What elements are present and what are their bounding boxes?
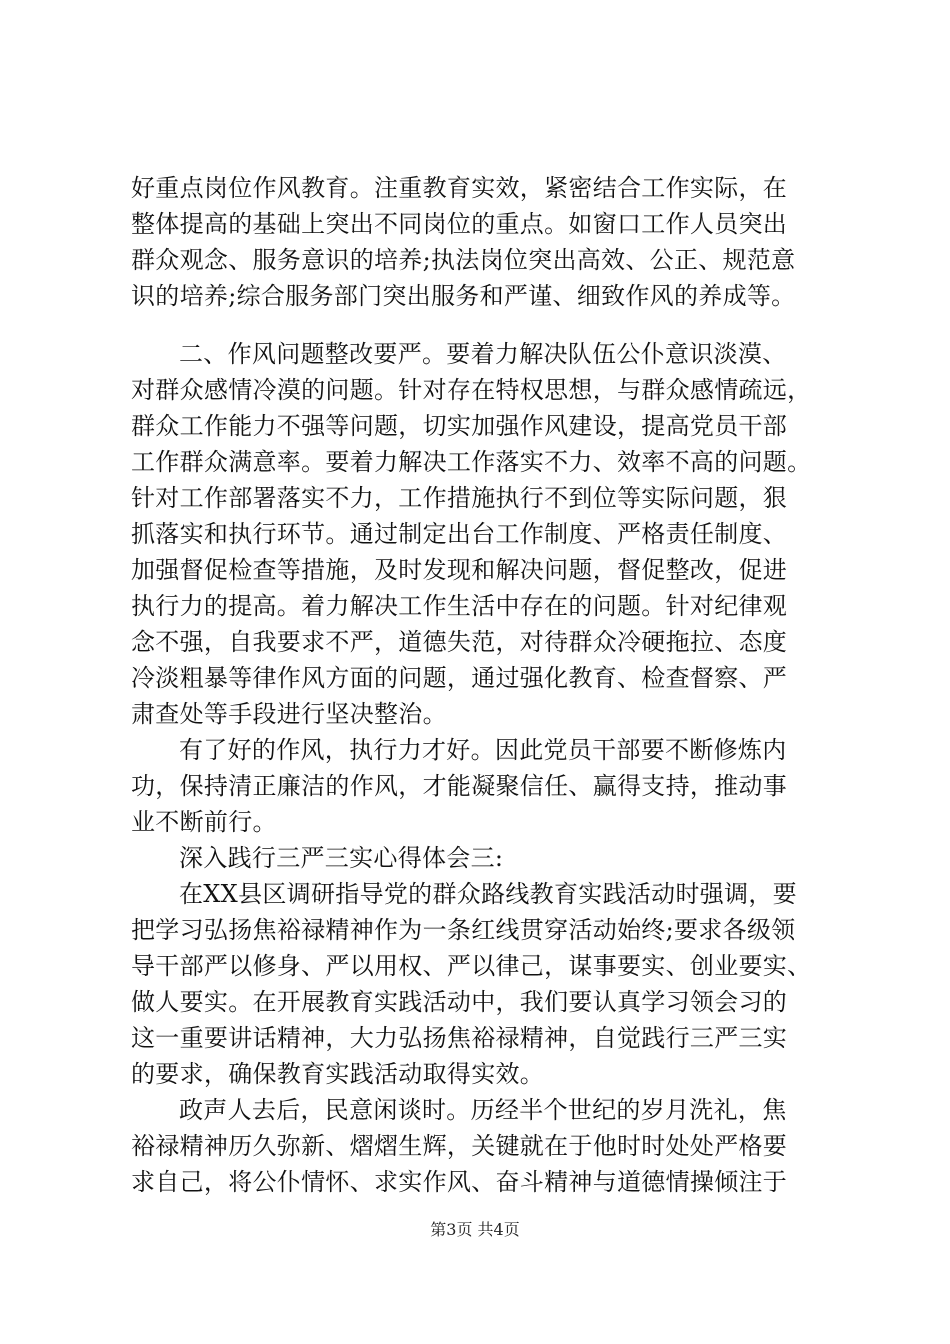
paragraph-2-line-7: 加强督促检查等措施，及时发现和解决问题，督促整改，促进 (131, 556, 788, 584)
paragraph-4-line-2: 把学习弘扬焦裕禄精神作为一条红线贯穿活动始终;要求各级领 (131, 916, 796, 944)
paragraph-4-line-4: 做人要实。在开展教育实践活动中，我们要认真学习领会习的 (131, 988, 788, 1016)
paragraph-5-line-3: 求自己，将公仆情怀、求实作风、奋斗精神与道德情操倾注于 (131, 1168, 788, 1196)
paragraph-2-line-9: 念不强，自我要求不严，道德失范，对待群众冷硬拖拉、态度 (131, 628, 788, 656)
paragraph-4-line-6: 的要求，确保教育实践活动取得实效。 (131, 1060, 545, 1088)
paragraph-3-line-1: 有了好的作风，执行力才好。因此党员干部要不断修炼内 (179, 736, 787, 764)
paragraph-1-line-1: 好重点岗位作风教育。注重教育实效，紧密结合工作实际，在 (131, 174, 788, 202)
paragraph-2-line-6: 抓落实和执行环节。通过制定出台工作制度、严格责任制度、 (131, 520, 788, 548)
paragraph-2-line-3: 群众工作能力不强等问题，切实加强作风建设，提高党员干部 (131, 412, 788, 440)
paragraph-2-line-1: 二、作风问题整改要严。要着力解决队伍公仆意识淡漠、 (179, 340, 787, 368)
paragraph-5-line-1: 政声人去后，民意闲谈时。历经半个世纪的岁月洗礼，焦 (179, 1096, 787, 1124)
paragraph-1-line-2: 整体提高的基础上突出不同岗位的重点。如窗口工作人员突出 (131, 210, 788, 238)
paragraph-4-line-3: 导干部严以修身、严以用权、严以律己，谋事要实、创业要实、 (131, 952, 812, 980)
paragraph-2-line-10: 冷淡粗暴等律作风方面的问题，通过强化教育、检查督察、严 (131, 664, 788, 692)
section-heading: 深入践行三严三实心得体会三: (179, 844, 504, 872)
paragraph-3-line-2: 功，保持清正廉洁的作风，才能凝聚信任、赢得支持，推动事 (131, 772, 788, 800)
paragraph-2-line-5: 针对工作部署落实不力，工作措施执行不到位等实际问题，狠 (131, 484, 788, 512)
paragraph-4-line-5: 这一重要讲话精神，大力弘扬焦裕禄精神，自觉践行三严三实 (131, 1024, 788, 1052)
paragraph-5-line-2: 裕禄精神历久弥新、熠熠生辉，关键就在于他时时处处严格要 (131, 1132, 788, 1160)
paragraph-1-line-4: 识的培养;综合服务部门突出服务和严谨、细致作风的养成等。 (131, 282, 796, 310)
paragraph-2-line-4: 工作群众满意率。要着力解决工作落实不力、效率不高的问题。 (131, 448, 812, 476)
paragraph-2-line-2: 对群众感情冷漠的问题。针对存在特权思想，与群众感情疏远， (131, 376, 812, 404)
paragraph-2-line-8: 执行力的提高。着力解决工作生活中存在的问题。针对纪律观 (131, 592, 788, 620)
paragraph-3-line-3: 业不断前行。 (131, 808, 277, 836)
page-footer: 第3页 共4页 (430, 1220, 520, 1239)
paragraph-4-line-1: 在XX县区调研指导党的群众路线教育实践活动时强调，要 (179, 880, 797, 908)
paragraph-1-line-3: 群众观念、服务意识的培养;执法岗位突出高效、公正、规范意 (131, 246, 796, 274)
paragraph-2-line-11: 肃查处等手段进行坚决整治。 (131, 700, 447, 728)
